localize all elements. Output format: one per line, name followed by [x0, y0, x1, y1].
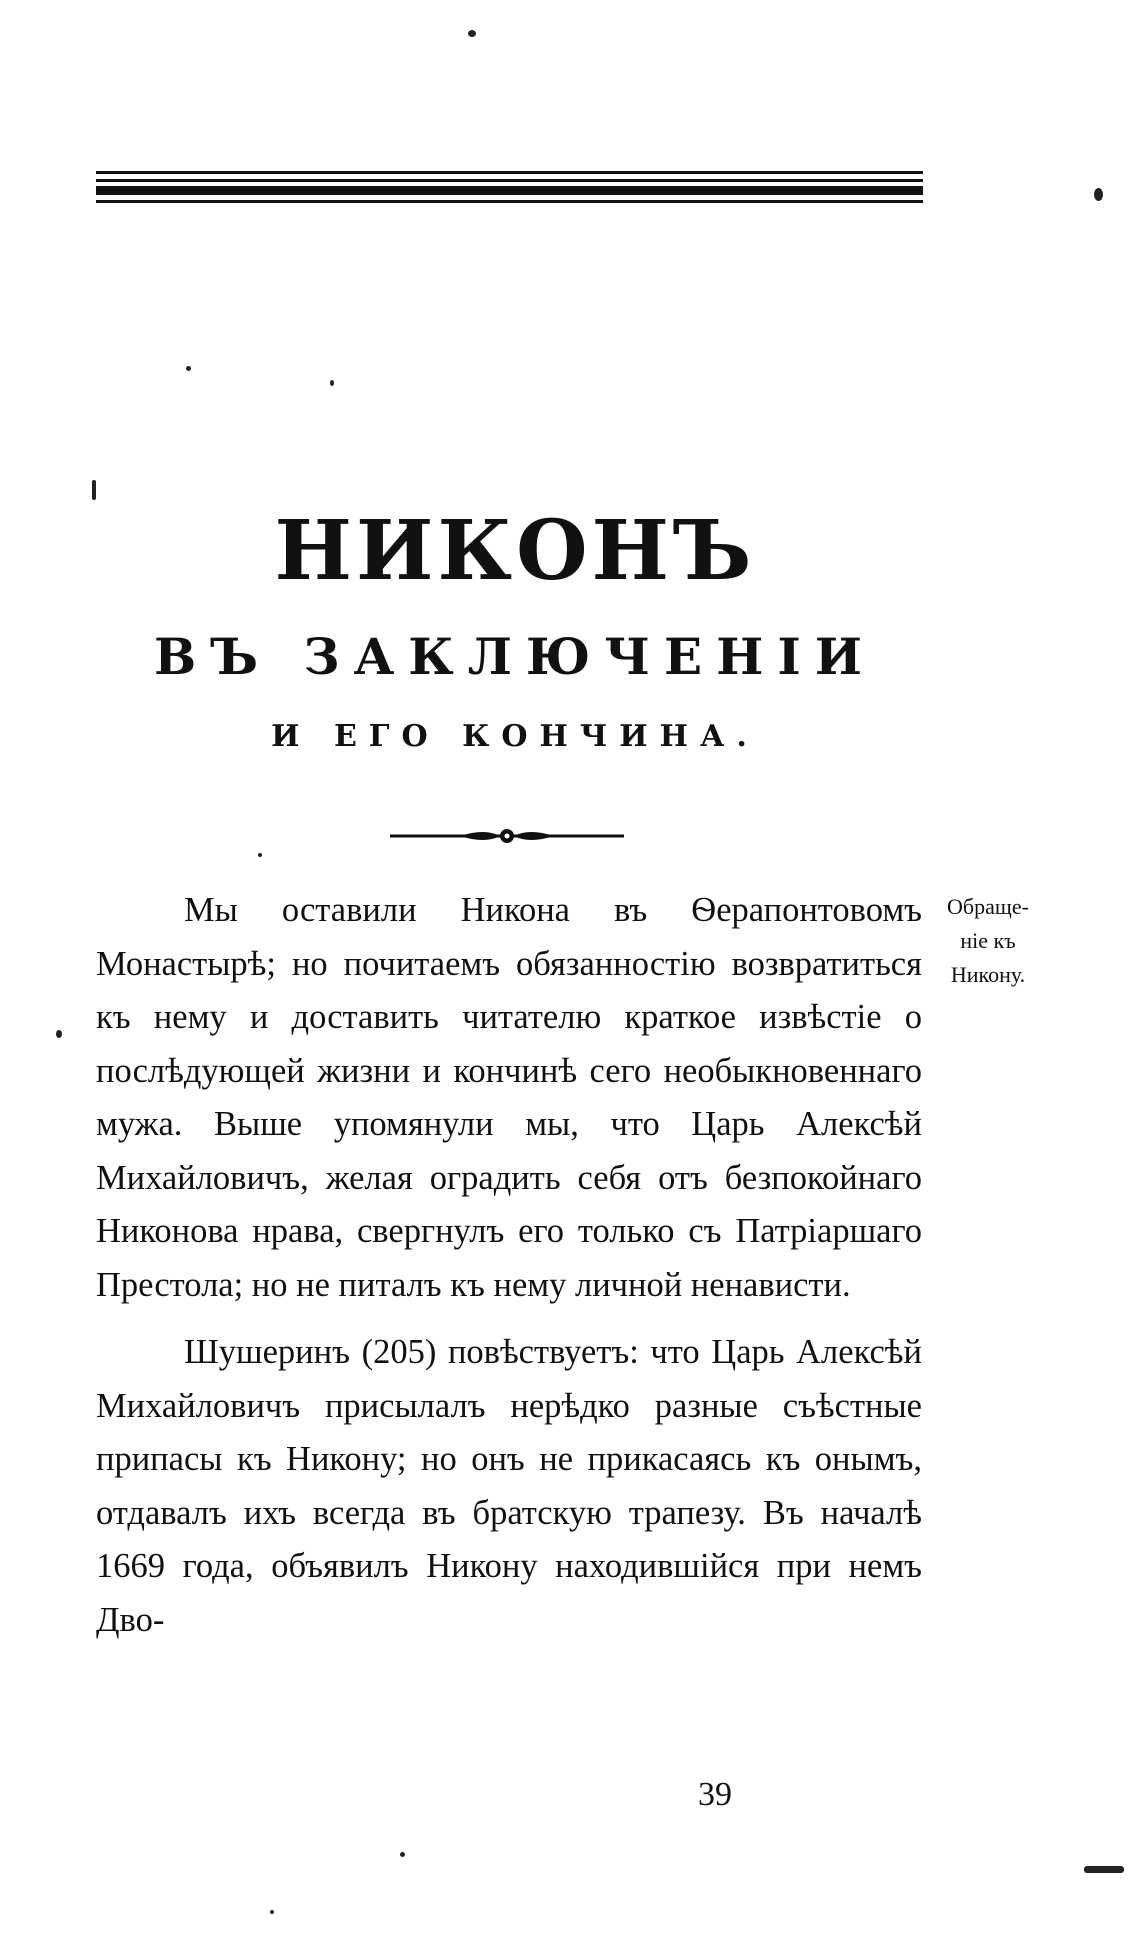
body-text — [96, 884, 922, 1647]
scan-speck — [270, 1910, 274, 1914]
scan-speck — [56, 1030, 62, 1038]
margin-note-line: Обраще- — [947, 894, 1029, 919]
scan-speck — [186, 366, 191, 371]
chapter-title: НИКОНЪ — [274, 503, 756, 599]
paragraph: Мы оставили Никона въ Ѳерапонтовомъ Монастырѣ; но почитаемъ обязанностію возвратиться къ нему и доставить читателю краткое извѣстіе о послѣдующей жизни и кончинѣ сего необыкновеннаго мужа. Выше упомянули мы, что Царь Алексѣй Михайловичъ, желая оградить себя отъ безпокойнаго Никонова нрава, свергнулъ его только съ Патріаршаго Престола; но не питалъ къ нему личной ненависти. — [96, 891, 922, 1304]
scan-speck — [330, 380, 334, 386]
chapter-subtitle: ВЪ ЗАКЛЮЧЕНІИ — [154, 627, 876, 686]
rule-line — [96, 200, 923, 203]
rule-line — [96, 171, 923, 174]
scan-speck — [400, 1852, 405, 1857]
section-divider-ornament — [390, 824, 624, 848]
header-rule-ornament — [96, 171, 923, 203]
paragraph: Шушеринъ (205) повѣствуетъ: что Царь Алексѣй Михайловичъ присылалъ нерѣдко разные съѣстные припасы къ Никону; но онъ не прикасаясь къ онымъ, отдавалъ ихъ всегда въ братскую трапезу. Въ началѣ 1669 года, объявилъ Никону находившійся при немъ Дво- — [96, 1333, 922, 1639]
chapter-subtitle-secondary: И ЕГО КОНЧИНА. — [271, 719, 759, 754]
scan-speck — [92, 480, 96, 500]
rule-line — [96, 179, 923, 182]
margin-note-line: ніе къ — [960, 928, 1016, 953]
margin-note — [928, 890, 1048, 992]
page-number: 39 — [698, 1776, 732, 1813]
scan-speck — [258, 853, 262, 857]
scan-speck — [468, 30, 476, 37]
margin-note-line: Никону. — [950, 962, 1026, 987]
rule-line-thick — [96, 186, 923, 195]
scan-speck — [1084, 1866, 1124, 1873]
scan-speck — [1094, 188, 1103, 201]
